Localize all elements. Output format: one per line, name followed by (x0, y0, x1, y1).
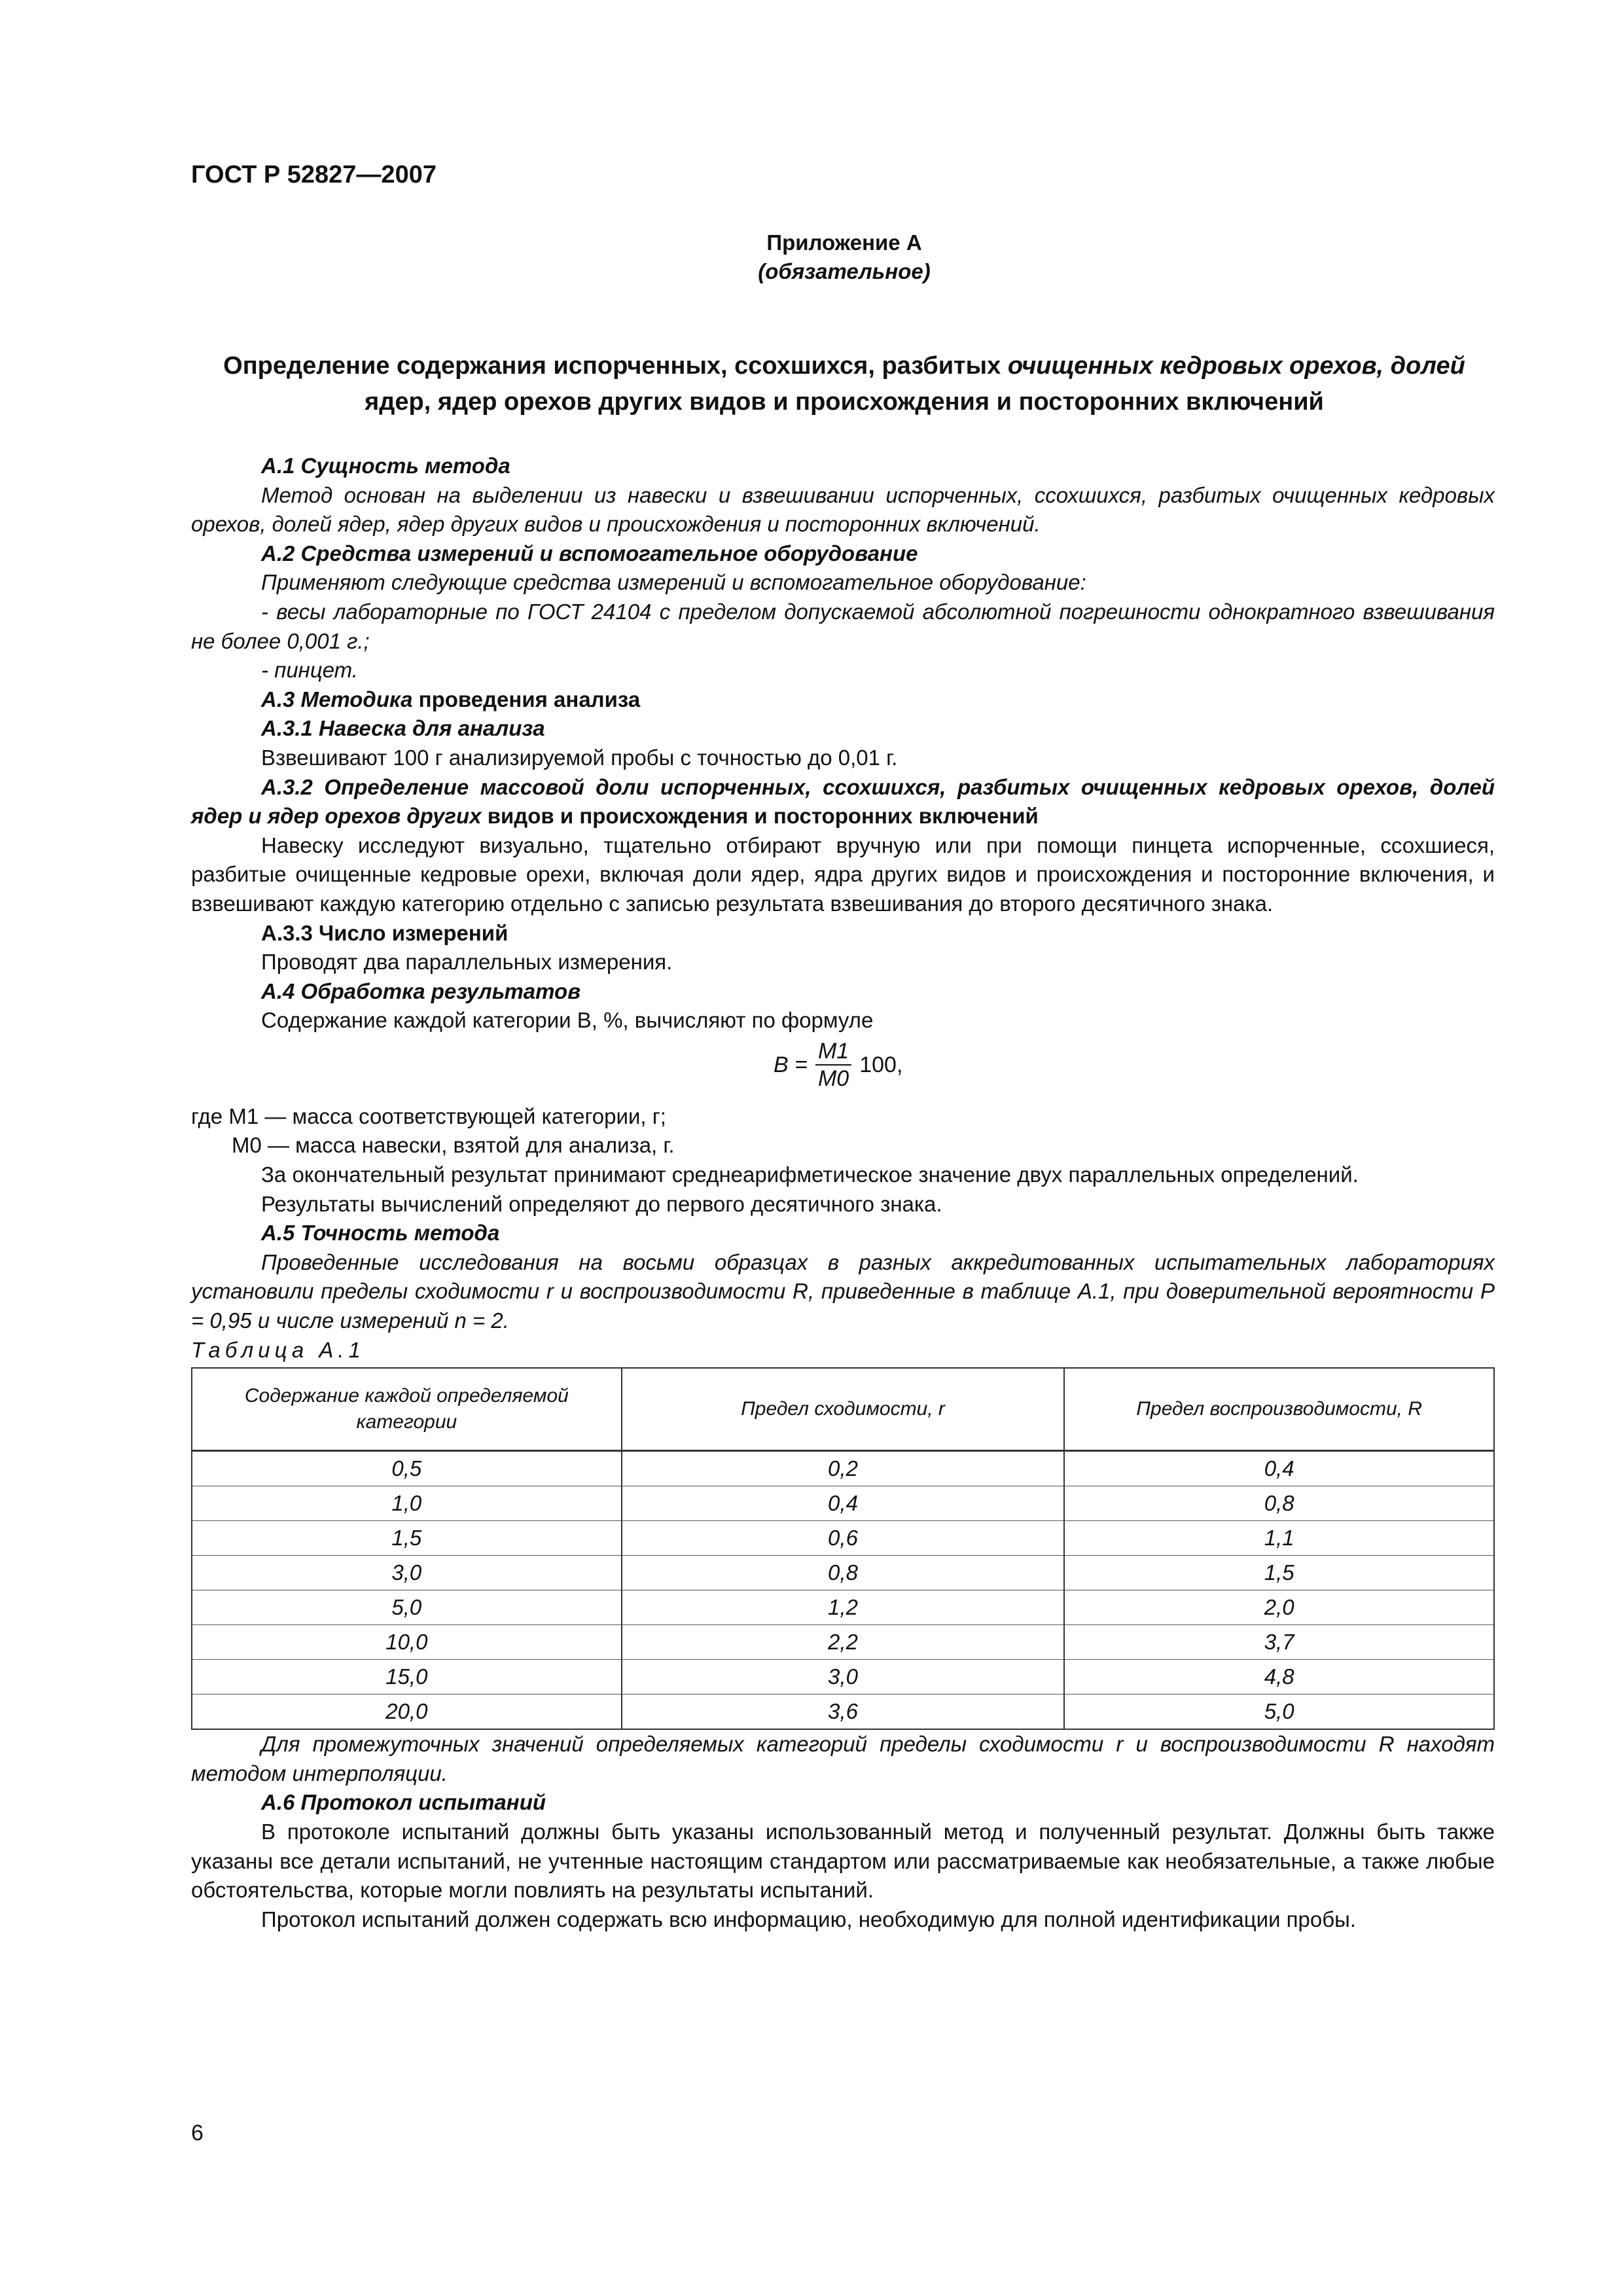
table-header-cell: Предел воспроизводимости, R (1064, 1368, 1494, 1451)
table-row (192, 1556, 1494, 1590)
page-number: 6 (191, 2121, 204, 2145)
section-a6-heading: А.6 Протокол испытаний (261, 1790, 546, 1815)
formula (774, 1038, 902, 1092)
section-a2-heading: А.2 Средства измерений и вспомогательное оборудование (261, 541, 918, 565)
table-row (192, 1660, 1494, 1695)
section-a32-heading-italic: А.3.2 Определение массовой доли испорченных, ссохшихся, разбитых очищенных кедровых орехов, долей ядер и ядер орехов других (191, 774, 1495, 829)
table-row (192, 1486, 1494, 1521)
table-cell: 0,2 (622, 1451, 1065, 1486)
table-header-row (192, 1368, 1494, 1451)
appendix-main-title (196, 348, 1492, 420)
section-a6-text-2: Протокол испытаний должен содержать всю информацию, необходимую для полной идентификации пробы. (261, 1907, 1357, 1931)
section-a4-text: Содержание каждой категории В, %, вычисляют по формуле (261, 1008, 874, 1033)
table-cell: 1,0 (192, 1486, 622, 1521)
formula-fraction (815, 1038, 851, 1092)
document-body (191, 452, 1495, 1934)
table-row (192, 1590, 1494, 1625)
section-a5-text: Проведенные исследования на восьми образцах в разных аккредитованных испытательных лабораториях установили пределы сходимости r и воспроизводимости R, приведенные в таблице А.1, при доверительной вероятности Р = 0,95 и числе измерений n = 2. (191, 1249, 1495, 1333)
table-cell: 2,2 (622, 1625, 1065, 1660)
table-cell: 1,5 (1064, 1556, 1494, 1590)
appendix-status: (обязательное) (758, 259, 931, 283)
table-cell: 0,8 (1064, 1486, 1494, 1521)
section-a5-heading: А.5 Точность метода (261, 1221, 500, 1246)
table-cell: 2,0 (1064, 1590, 1494, 1625)
table-cell: 4,8 (1064, 1660, 1494, 1695)
table-row (192, 1625, 1494, 1660)
formula-block (191, 1035, 1495, 1102)
section-a3-heading-italic: А.3 Методика (261, 687, 413, 711)
appendix-title: Приложение А (766, 230, 922, 255)
table-cell: 1,1 (1064, 1521, 1494, 1556)
table-cell: 3,0 (622, 1660, 1065, 1695)
section-a32-text: Навеску исследуют визуально, тщательно отбирают вручную или при помощи пинцета испорченные, ссохшиеся, разбитые очищенные кедровые орехи, включая доли ядер, ядра других видов и происхождения и посторонние включения, и взвешивают каждую категорию отдельно с записью результата взвешивания до второго десятичного знака. (191, 833, 1495, 916)
table-cell: 3,0 (192, 1556, 622, 1590)
table-cell: 5,0 (1064, 1695, 1494, 1730)
table-cell: 20,0 (192, 1695, 622, 1730)
document-id: ГОСТ Р 52827—2007 (191, 161, 437, 188)
table-row (192, 1521, 1494, 1556)
table-caption: Таблица А.1 (191, 1337, 365, 1362)
formula-where-1: где М1 — масса соответствующей категории, г; (191, 1103, 666, 1128)
formula-where-2: М0 — масса навески, взятой для анализа, г. (232, 1133, 675, 1158)
table-cell: 15,0 (192, 1660, 622, 1695)
table-cell: 0,4 (622, 1486, 1065, 1521)
equipment-item: - пинцет. (261, 658, 358, 683)
formula-denominator: М0 (817, 1066, 849, 1091)
table-cell: 1,2 (622, 1590, 1065, 1625)
section-a6-text-1: В протоколе испытаний должны быть указаны использованный метод и полученный результат. Должны быть также указаны все детали испытаний, не учтенные настоящим стандартом или рассматриваемые как необязательные, а также любые обстоятельства, которые могли повлиять на результаты испытаний. (191, 1820, 1495, 1903)
table-cell: 5,0 (192, 1590, 622, 1625)
section-a4-text-3: Результаты вычислений определяют до первого десятичного знака. (261, 1191, 942, 1216)
section-a3-heading (191, 685, 1495, 715)
section-a3-heading-rest: проведения анализа (412, 687, 641, 711)
table-header-cell: Предел сходимости, r (622, 1368, 1065, 1451)
section-a33-heading: А.3.3 Число измерений (261, 920, 508, 945)
section-a1-heading: А.1 Сущность метода (261, 454, 510, 478)
section-a33-text: Проводят два параллельных измерения. (261, 950, 673, 975)
table-cell: 10,0 (192, 1625, 622, 1660)
title-part-3: ядер, ядер орехов других видов и происхождения и посторонних включений (365, 388, 1324, 416)
table-cell: 3,6 (622, 1695, 1065, 1730)
table-cell: 3,7 (1064, 1625, 1494, 1660)
section-a31-heading: А.3.1 Навеска для анализа (261, 716, 545, 741)
title-part-1: Определение содержания испорченных, ссохшихся, разбитых (223, 352, 1008, 380)
formula-factor: 100, (859, 1052, 903, 1077)
section-a4-heading: А.4 Обработка результатов (261, 978, 581, 1003)
section-a2-text: Применяют следующие средства измерений и вспомогательное оборудование: (261, 570, 1086, 595)
table-cell: 1,5 (192, 1521, 622, 1556)
section-a32-heading-rest: видов и происхождения и посторонних включений (481, 804, 1039, 829)
formula-numerator: М1 (815, 1038, 851, 1066)
section-a32-heading (191, 773, 1495, 831)
formula-lhs: В = (774, 1052, 808, 1077)
table-cell: 0,5 (192, 1451, 622, 1486)
table-cell: 0,6 (622, 1521, 1065, 1556)
table-cell: 0,8 (622, 1556, 1065, 1590)
table-cell: 0,4 (1064, 1451, 1494, 1486)
equipment-item: - весы лабораторные по ГОСТ 24104 с пределом допускаемой абсолютной погрешности однократного взвешивания не более 0,001 г.; (191, 599, 1495, 653)
section-a31-text: Взвешивают 100 г анализируемой пробы с точностью до 0,01 г. (261, 745, 898, 770)
table-header-cell: Содержание каждой определяемой категории (192, 1368, 622, 1451)
table-note: Для промежуточных значений определяемых категорий пределы сходимости r и воспроизводимости R находят методом интерполяции. (191, 1732, 1495, 1785)
section-a1-text: Метод основан на выделении из навески и взвешивании испорченных, ссохшихся, разбитых очищенных кедровых орехов, долей ядер, ядер других видов и происхождения и посторонних включений. (191, 482, 1495, 537)
precision-table (191, 1367, 1495, 1730)
table-row (192, 1695, 1494, 1730)
section-a4-text-2: За окончательный результат принимают среднеарифметическое значение двух параллельных определений. (261, 1162, 1359, 1187)
table-row (192, 1451, 1494, 1486)
title-part-2: очищенных кедровых орехов, долей (1007, 352, 1465, 380)
